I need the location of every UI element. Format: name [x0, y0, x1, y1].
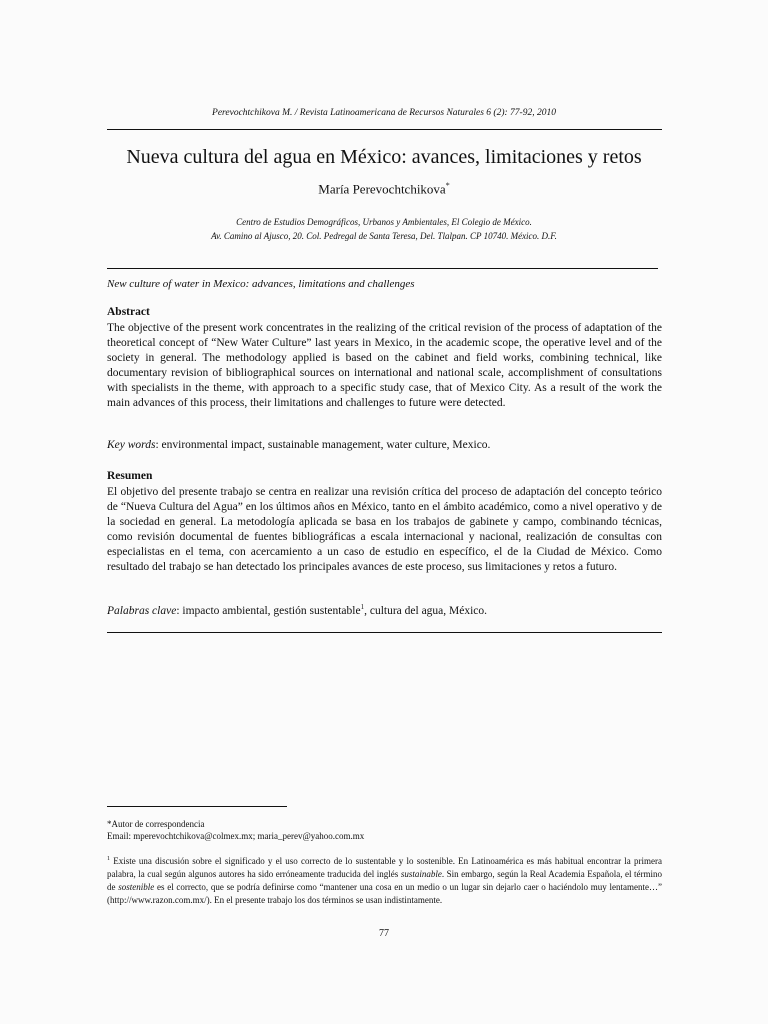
affiliation-line-1: Centro de Estudios Demográficos, Urbanos y Ambientales, El Colegio de México. [236, 217, 532, 227]
article-title: Nueva cultura del agua en México: avances, limitaciones y retos [126, 146, 642, 168]
palabras-clave-part1: : impacto ambiental, gestión sustentable [176, 604, 361, 617]
author-name: María Perevochtchikova [318, 181, 446, 197]
footnote-text-3: es el correcto, que se podría definirse como “mantener una cosa en un medio o un lugar sin dejarlo caer o haciéndolo muy lentamente…” (http://www.razon.com.mx/). En el presente trabajo los dos términos se usan indistintamente. [107, 882, 662, 905]
keywords-label: Key words [107, 439, 156, 451]
running-head: Perevochtchikova M. / Revista Latinoamericana de Recursos Naturales 6 (2): 77-92, 2010 [212, 108, 556, 118]
footnote-ref: 1 [360, 603, 365, 611]
abstract-heading: Abstract [107, 306, 150, 318]
correspondence-label: *Autor de correspondencia [107, 819, 205, 829]
palabras-clave-part2: , cultura del agua, México. [364, 604, 488, 617]
title-top-rule [107, 129, 662, 130]
resumen-heading: Resumen [107, 470, 153, 482]
abstract-text: The objective of the present work concentrates in the realizing of the critical revision of the process of adaptation of the theoretical concept of “New Water Culture” last years in Mexico, in the academic scope, the operative level and of the society in general. The methodology applied is based on the cabinet and field works, combining technical, like documentary revision of bibliographical sources on international and national scale, accomplishment of consultations with specialists in the theme, with approach to a specific study case, that of Mexico City. As a result of the work the main advances of this process, their limitations and challenges to future were detected. [107, 322, 662, 409]
page-number: 77 [379, 928, 389, 939]
palabras-clave-line [107, 603, 487, 617]
footnote-text-1: Existe una discusión sobre el significado y el uso correcto de lo sustentable y lo sostenible. En Latinoamérica es más habitual encontrar la primera palabra, la cual según algunos autores ha sido erróneamente traducida del inglés [107, 856, 662, 879]
keywords-line [107, 439, 490, 451]
footnote-mark: 1 [107, 856, 110, 862]
resumen-text: El objetivo del presente trabajo se centra en realizar una revisión crítica del proceso de adaptación del concepto teórico de “Nueva Cultura del Agua” en los últimos años en México, tanto en el ámbito académico, como a nivel operativo y de la sociedad en general. La metodología aplicada se basa en los trabajos de gabinete y campo, combinando técnicas, como revisión documental de fuentes bibliográficas a escala internacional y nacional, realización de consultas con especialistas en el tema, con acercamiento a un caso de estudio en específico, el de la Ciudad de México. Como resultado del trabajo se han detectado los principales avances de este proceso, sus limitaciones y retos a futuro. [107, 486, 662, 573]
correspondence-email: Email: mperevochtchikova@colmex.mx; maria_perev@yahoo.com.mx [107, 831, 365, 841]
palabras-clave-label: Palabras clave [107, 604, 177, 617]
footnote-separator [107, 806, 287, 807]
footnote-text-2: . Sin embargo, según la Real Academia Española, el término de [107, 869, 662, 892]
affiliation-line-2: Av. Camino al Ajusco, 20. Col. Pedregal de Santa Teresa, Del. Tlalpan. CP 10740. México. D.F. [211, 231, 557, 241]
author-line [0, 181, 768, 197]
correspondence-note [107, 818, 364, 842]
keywords-list: : environmental impact, sustainable management, water culture, Mexico. [155, 439, 491, 451]
footnote-italic-1: sustainable [400, 869, 442, 879]
header-bottom-rule [107, 268, 658, 269]
author-mark: * [445, 181, 450, 190]
abstract-bottom-rule [107, 632, 662, 633]
footnote-1 [107, 853, 662, 907]
english-title: New culture of water in Mexico: advances, limitations and challenges [107, 278, 415, 290]
footnote-italic-2: sostenible [118, 882, 155, 892]
